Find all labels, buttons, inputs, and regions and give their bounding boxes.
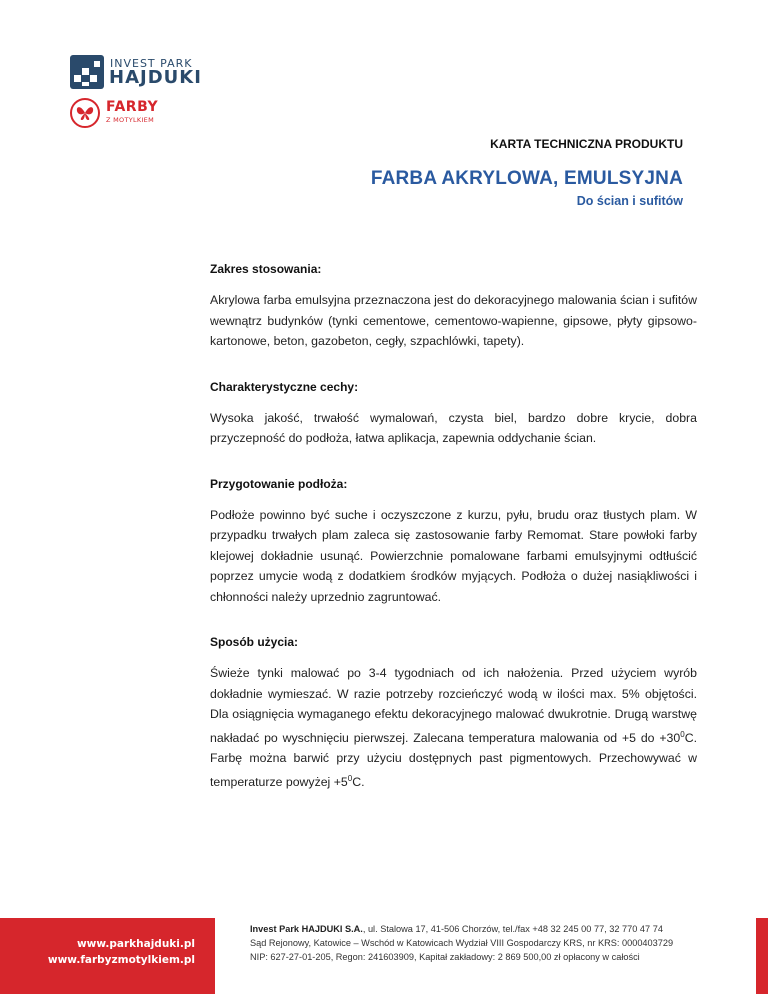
invest-park-logo-main-text: HAJDUKI <box>109 67 202 88</box>
invest-park-logo <box>70 55 220 89</box>
body-text-part: C. Farbę można barwić przy użyciu dostępnych past pigmentowych. Przechowywać w temperaturze powyżej +5 <box>210 730 697 789</box>
website-link-farbyzmotylkiem[interactable]: www.farbyzmotylkiem.pl <box>47 954 195 966</box>
section-heading: Sposób użycia: <box>210 635 299 649</box>
section-features <box>210 380 697 449</box>
section-body: Akrylowa farba emulsyjna przeznaczona jest do dekoracyjnego malowania ścian i sufitów wewnątrz budynków (tynki cementowe, cementowo-wapienne, gipsowe, płyty gipsowo-kartonowe, beton, gazobeton, cegły, szpachlówki, tapety). <box>210 293 697 348</box>
body-text-part: C. <box>352 774 365 789</box>
company-name: Invest Park HAJDUKI S.A. <box>250 924 363 934</box>
body-text-part: Świeże tynki malować po 3-4 tygodniach od ich nałożenia. Przed użyciem wyrób dokładnie wymieszać. W razie potrzeby rozcieńczyć wodą w ilości max. 5% objętości. Dla osiągnięcia wymaganego efektu dekoracyjnego malować dwukrotnie. Drugą warstwę nakładać po wyschnięciu pierwszej. Zalecana temperatura malowania od +5 do +30 <box>210 666 697 745</box>
section-body: Wysoka jakość, trwałość wymalowań, czysta biel, bardzo dobre krycie, dobra przyczepność do podłoża, łatwa aplikacja, zapewnia oddychanie ścian. <box>210 410 697 445</box>
invest-park-logo-top-text: INVEST PARK <box>110 57 193 70</box>
website-link-parkhajduki[interactable]: www.parkhajduki.pl <box>76 938 195 950</box>
section-heading: Przygotowanie podłoża: <box>210 476 348 491</box>
degree-superscript: 0 <box>680 729 685 739</box>
company-tax-info: NIP: 627-27-01-205, Regon: 241603909, Kapitał zakładowy: 2 869 500,00 zł opłacony w całości <box>250 952 640 962</box>
section-body <box>210 663 697 792</box>
section-application-method <box>210 635 697 792</box>
section-heading: Zakres stosowania: <box>210 262 322 276</box>
footer-links-panel <box>0 918 215 994</box>
farby-logo-main-text: FARBY <box>106 99 159 115</box>
footer-company-info <box>250 922 730 964</box>
product-title: FARBA AKRYLOWA, EMULSYJNA <box>370 168 683 189</box>
section-surface-preparation <box>210 477 697 608</box>
farby-logo-sub-text: Z MOTYLKIEM <box>106 116 155 124</box>
invest-park-logo-mark-icon <box>70 55 104 89</box>
footer-corner-accent <box>756 918 768 994</box>
company-registry: Sąd Rejonowy, Katowice – Wschód w Katowicach Wydział VIII Gospodarczy KRS, nr KRS: 0000403729 <box>250 938 674 948</box>
document-type: KARTA TECHNICZNA PRODUKTU <box>490 137 683 151</box>
section-usage-scope <box>210 262 697 352</box>
document-content <box>210 262 697 820</box>
degree-superscript: 0 <box>347 773 353 783</box>
section-heading: Charakterystyczne cechy: <box>210 379 359 394</box>
product-subtitle: Do ścian i sufitów <box>576 194 683 208</box>
company-address: , ul. Stalowa 17, 41-506 Chorzów, tel./fax +48 32 245 00 77, 32 770 47 74 <box>362 924 663 934</box>
butterfly-icon <box>70 98 100 128</box>
section-body: Podłoże powinno być suche i oczyszczone z kurzu, pyłu, brudu oraz tłustych plam. W przypadku trwałych plam zaleca się zastosowanie farby Remomat. Stare powłoki farby klejowej dokładnie usunąć. Powierzchnie pomalowane farbami emulsyjnymi odtłuścić poprzez umycie wodą z dodatkiem środków myjących. Podłoża o dużej nasiąkliwości i chłonności należy uprzednio zagruntować. <box>210 507 697 604</box>
farby-logo <box>70 98 190 130</box>
